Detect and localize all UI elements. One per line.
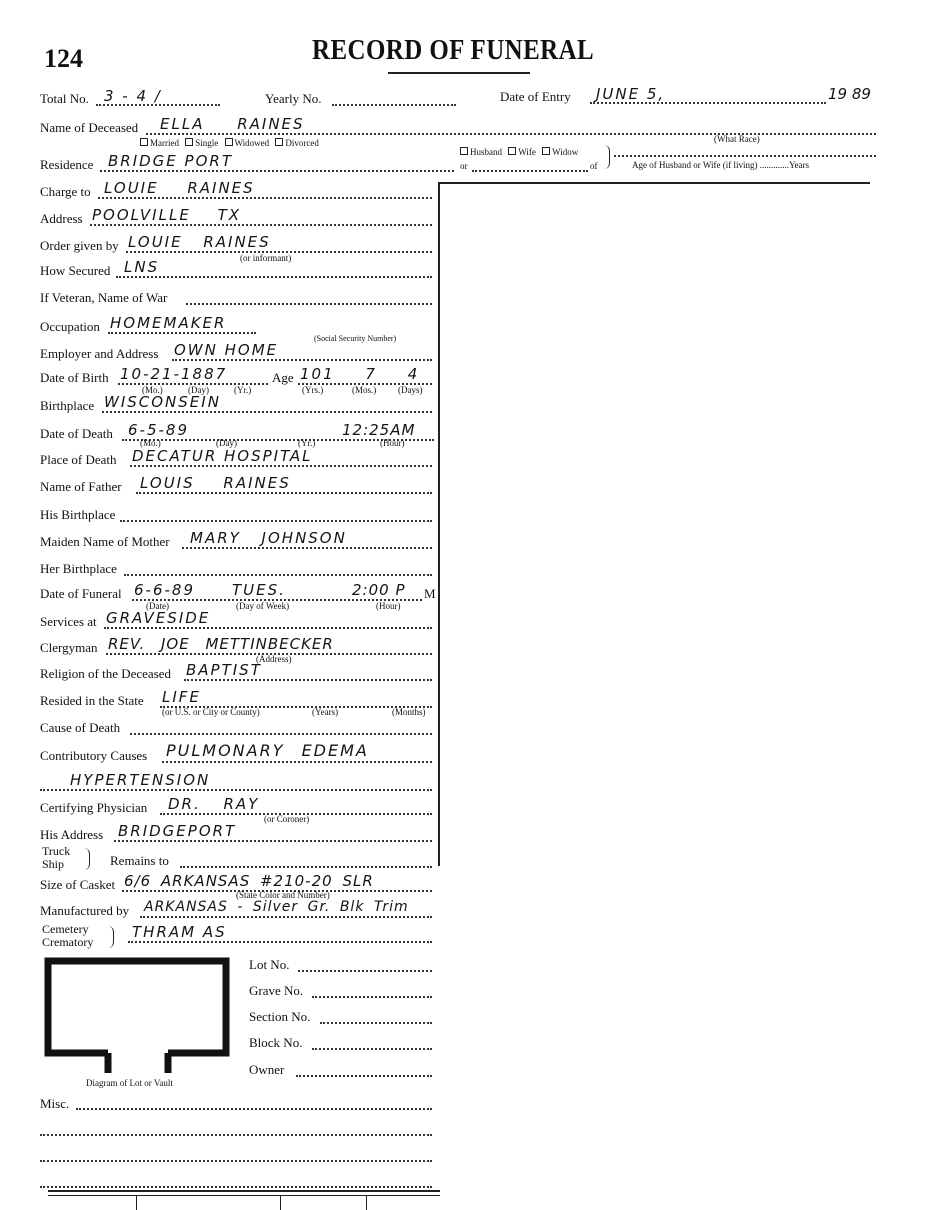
truck-ship-brace	[84, 848, 90, 870]
total-no-value: 3 - 4 /	[104, 87, 162, 105]
lot-diagram	[44, 957, 230, 1053]
age-spouse-label: Age of Husband or Wife (if living) .............Years	[632, 160, 810, 170]
lot-no-label: Lot No.	[249, 957, 290, 972]
charge-to-value: LOUIE RAINES	[104, 179, 255, 197]
resided-value: LIFE	[162, 688, 201, 706]
bottom-tick-1	[136, 1196, 137, 1210]
contributory-label: Contributory Causes	[40, 748, 148, 763]
how-secured-label: How Secured	[40, 263, 111, 278]
order-given-label: Order given by	[40, 238, 119, 253]
cemetery-brace	[108, 926, 114, 948]
place-death-label: Place of Death	[40, 452, 117, 467]
year-value: 19 89	[828, 85, 871, 103]
total-no-label: Total No.	[40, 91, 89, 106]
page-title: RECORD OF FUNERAL	[312, 34, 595, 66]
his-address-label: His Address	[40, 827, 104, 842]
resided-sub-years: (Years)	[312, 707, 339, 717]
his-birthplace-label: His Birthplace	[40, 507, 116, 522]
casket-label: Size of Casket	[40, 877, 116, 892]
funeral-label: Date of Funeral	[40, 586, 122, 601]
clergyman-sub: (Address)	[256, 654, 292, 664]
physician-label: Certifying Physician	[40, 800, 148, 815]
yearly-no-label: Yearly No.	[265, 91, 322, 106]
dod-sub-hour: (Hour)	[380, 438, 405, 448]
funeral-day-value: TUES.	[232, 581, 286, 599]
resided-label: Resided in the State	[40, 693, 144, 708]
casket-value: 6/6 ARKANSAS #210-20 SLR	[124, 872, 374, 890]
resided-sub-months: (Months)	[392, 707, 426, 717]
occupation-label: Occupation	[40, 319, 100, 334]
dod-label: Date of Death	[40, 426, 113, 441]
wife-checkbox	[508, 147, 516, 155]
dob-sub-mo: (Mo.)	[142, 385, 163, 395]
name-deceased-label: Name of Deceased	[40, 120, 139, 135]
funeral-sub-date: (Date)	[146, 601, 169, 611]
manufactured-label: Manufactured by	[40, 903, 130, 918]
bottom-tick-3	[366, 1196, 367, 1210]
date-entry-value: JUNE 5,	[596, 85, 666, 103]
contributory-value-2: HYPERTENSION	[70, 771, 211, 789]
occupation-value: HOMEMAKER	[110, 314, 227, 332]
religion-value: BAPTIST	[186, 661, 262, 679]
right-panel-top-rule	[438, 182, 870, 184]
father-value: LOUIS RAINES	[140, 474, 291, 492]
resided-sub-place: (or U.S. or City or County)	[162, 707, 260, 717]
order-given-value: LOUIE RAINES	[128, 233, 271, 251]
funeral-m-label: M	[424, 586, 436, 601]
services-value: GRAVESIDE	[106, 609, 211, 627]
married-checkbox	[140, 138, 148, 146]
manufactured-value: ARKANSAS - Silver Gr. Blk Trim	[144, 899, 409, 915]
dob-value: 10-21-1887	[120, 365, 228, 383]
dod-hour-value: 12:25AM	[342, 421, 416, 439]
services-label: Services at	[40, 614, 97, 629]
casket-sub: (State Color and Number)	[236, 890, 330, 900]
section-no-label: Section No.	[249, 1009, 311, 1024]
residence-value: BRIDGE PORT	[108, 152, 233, 170]
truck-ship-label: Truck Ship	[42, 844, 71, 871]
dob-label: Date of Birth	[40, 370, 109, 385]
physician-sub: (or Coroner)	[264, 814, 310, 824]
employer-value: OWN HOME	[174, 341, 279, 359]
residence-label: Residence	[40, 157, 94, 172]
misc-label: Misc.	[40, 1096, 70, 1111]
religion-label: Religion of the Deceased	[40, 666, 172, 681]
dod-sub-mo: (Mo.)	[140, 438, 161, 448]
father-label: Name of Father	[40, 479, 122, 494]
funeral-hour-value: 2:00 P	[352, 581, 406, 599]
husband-checkbox	[460, 147, 468, 155]
date-entry-label: Date of Entry	[500, 89, 571, 104]
page-number: 124	[44, 44, 83, 73]
physician-value: DR. RAY	[168, 795, 260, 813]
block-no-label: Block No.	[249, 1035, 303, 1050]
address-value: POOLVILLE TX	[92, 206, 242, 224]
funeral-date-value: 6-6-89	[134, 581, 195, 599]
birthplace-value: WISCONSEIN	[104, 393, 221, 411]
cause-label: Cause of Death	[40, 720, 121, 735]
spouse-options: Husband Wife Widow	[456, 147, 578, 157]
diagram-caption: Diagram of Lot or Vault	[86, 1078, 173, 1088]
single-checkbox	[185, 138, 193, 146]
funeral-sub-hour: (Hour)	[376, 601, 401, 611]
divorced-checkbox	[275, 138, 283, 146]
employer-label: Employer and Address	[40, 346, 159, 361]
cemetery-value: THRAM AS	[132, 923, 227, 941]
clergyman-label: Clergyman	[40, 640, 98, 655]
what-race-label: (What Race)	[714, 134, 760, 144]
her-birthplace-label: Her Birthplace	[40, 561, 117, 576]
birthplace-label: Birthplace	[40, 398, 95, 413]
bottom-rule-2	[48, 1195, 440, 1196]
order-given-sub: (or informant)	[240, 253, 292, 263]
or-label: or	[460, 161, 468, 171]
how-secured-value: LNS	[124, 258, 160, 276]
widow-checkbox	[542, 147, 550, 155]
age-sub-mos: (Mos.)	[352, 385, 377, 395]
grave-no-label: Grave No.	[249, 983, 304, 998]
marital-options: Married Single Widowed Divorced	[136, 138, 319, 148]
name-deceased-value: ELLA RAINES	[160, 115, 305, 133]
age-value: 101 7 4	[300, 365, 420, 383]
bottom-tick-2	[280, 1196, 281, 1210]
age-sub-yrs: (Yrs.)	[302, 385, 324, 395]
funeral-sub-dow: (Day of Week)	[236, 601, 290, 611]
veteran-label: If Veteran, Name of War	[40, 290, 168, 305]
dod-value: 6-5-89	[128, 421, 189, 439]
address-label: Address	[40, 211, 83, 226]
cemetery-crematory-label: Cemetery Crematory	[42, 922, 94, 949]
ssn-sub: (Social Security Number)	[314, 334, 397, 343]
mother-value: MARY JOHNSON	[190, 529, 347, 547]
contributory-value: PULMONARY EDEMA	[166, 741, 369, 760]
place-death-value: DECATUR HOSPITAL	[132, 447, 313, 465]
mother-label: Maiden Name of Mother	[40, 534, 170, 549]
dob-sub-day: (Day)	[188, 385, 209, 395]
age-sub-days: (Days)	[398, 385, 423, 395]
spouse-brace	[604, 145, 610, 169]
dob-sub-yr: (Yr.)	[234, 385, 252, 395]
clergyman-value: REV. JOE METTINBECKER	[108, 635, 334, 653]
charge-to-label: Charge to	[40, 184, 91, 199]
dod-sub-yr: (Yr.)	[298, 438, 316, 448]
title-underline	[388, 72, 530, 74]
owner-label: Owner	[249, 1062, 285, 1077]
of-label: of	[590, 161, 598, 171]
dod-sub-day: (Day)	[216, 438, 237, 448]
age-label: Age	[272, 370, 294, 385]
his-address-value: BRIDGEPORT	[118, 822, 237, 840]
widowed-checkbox	[225, 138, 233, 146]
remains-label: Remains to	[110, 853, 169, 868]
right-panel-left-rule	[438, 182, 440, 866]
bottom-rule-1	[48, 1190, 440, 1192]
